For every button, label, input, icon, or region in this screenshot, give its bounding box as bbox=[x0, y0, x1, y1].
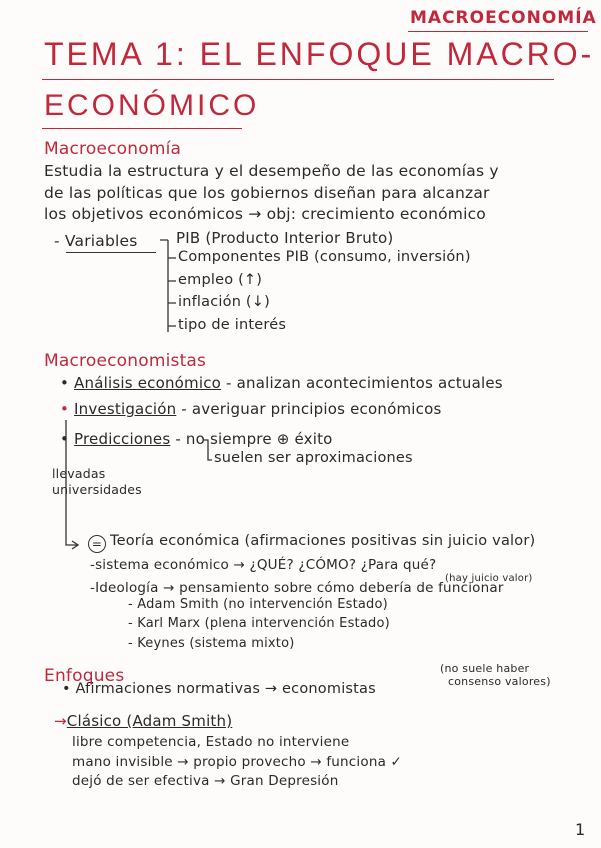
item-label: Análisis económico bbox=[74, 374, 222, 392]
bullet: • bbox=[60, 400, 70, 418]
person-smith: - Adam Smith (no intervención Estado) bbox=[128, 597, 388, 612]
consenso-note-1: (no suele haber bbox=[440, 662, 530, 675]
clasico-label: Clásico (Adam Smith) bbox=[66, 712, 233, 730]
afirmaciones-line: • Afirmaciones normativas → economistas bbox=[62, 681, 376, 697]
item-desc: - averiguar principios económicos bbox=[176, 400, 442, 418]
item-desc: - analizan acontecimientos actuales bbox=[221, 374, 503, 392]
ideologia-note: (hay juicio valor) bbox=[445, 573, 533, 584]
arrow-icon: → bbox=[54, 712, 67, 730]
side-note-llevadas: llevadas bbox=[52, 466, 106, 481]
ideologia-line: -Ideología → pensamiento sobre cómo debería de funcionar bbox=[90, 580, 504, 596]
item-label: Investigación bbox=[74, 400, 177, 418]
item-desc: - no siempre ⊕ éxito bbox=[170, 430, 333, 448]
side-note-universidades: universidades bbox=[52, 482, 142, 497]
definition-line-3: los objetivos económicos → obj: crecimiento económico bbox=[44, 205, 486, 223]
clasico-line-3: dejó de ser efectiva → Gran Depresión bbox=[72, 773, 339, 789]
variable-inflacion: inflación (↓) bbox=[178, 294, 270, 310]
item-analisis bbox=[60, 374, 503, 392]
definition-line-2: de las políticas que los gobiernos diseñan para alcanzar bbox=[44, 184, 490, 202]
clasico-heading bbox=[54, 712, 232, 730]
page-title: TEMA 1: EL ENFOQUE MACRO- bbox=[44, 36, 595, 72]
theory-line: Teoría económica (afirmaciones positivas sin juicio valor) bbox=[110, 533, 536, 549]
predicciones-sub: suelen ser aproximaciones bbox=[214, 450, 413, 466]
bullet: • bbox=[60, 374, 70, 392]
clasico-line-2: mano invisible → propio provecho → funciona ✓ bbox=[72, 754, 403, 770]
variable-pib: PIB (Producto Interior Bruto) bbox=[176, 229, 394, 247]
person-marx: - Karl Marx (plena intervención Estado) bbox=[128, 616, 390, 631]
person-keynes: - Keynes (sistema mixto) bbox=[128, 636, 295, 651]
page-title-continued: ECONÓMICO bbox=[44, 89, 260, 122]
item-label: Predicciones bbox=[74, 430, 171, 448]
subject-header: MACROECONOMÍA bbox=[410, 8, 597, 28]
clasico-line-1: libre competencia, Estado no interviene bbox=[72, 734, 350, 750]
theory-mark: = bbox=[88, 535, 106, 553]
page-number: 1 bbox=[575, 820, 586, 839]
definition-line-1: Estudia la estructura y el desempeño de las economías y bbox=[44, 162, 499, 180]
variables-label: - Variables bbox=[54, 232, 138, 250]
variable-tipo-interes: tipo de interés bbox=[178, 317, 287, 333]
sistema-line: -sistema económico → ¿QUÉ? ¿CÓMO? ¿Para qué? bbox=[90, 557, 437, 573]
section-heading-macroeconomia: Macroeconomía bbox=[44, 139, 182, 159]
item-investigacion bbox=[60, 400, 441, 418]
variable-empleo: empleo (↑) bbox=[178, 272, 263, 288]
item-predicciones bbox=[60, 430, 333, 448]
variable-componentes: Componentes PIB (consumo, inversión) bbox=[178, 249, 471, 265]
section-heading-enfoques: Enfoques bbox=[44, 666, 125, 686]
consenso-note-2: consenso valores) bbox=[448, 675, 551, 688]
bullet: • bbox=[60, 430, 70, 448]
section-heading-macroeconomistas: Macroeconomistas bbox=[44, 351, 207, 371]
